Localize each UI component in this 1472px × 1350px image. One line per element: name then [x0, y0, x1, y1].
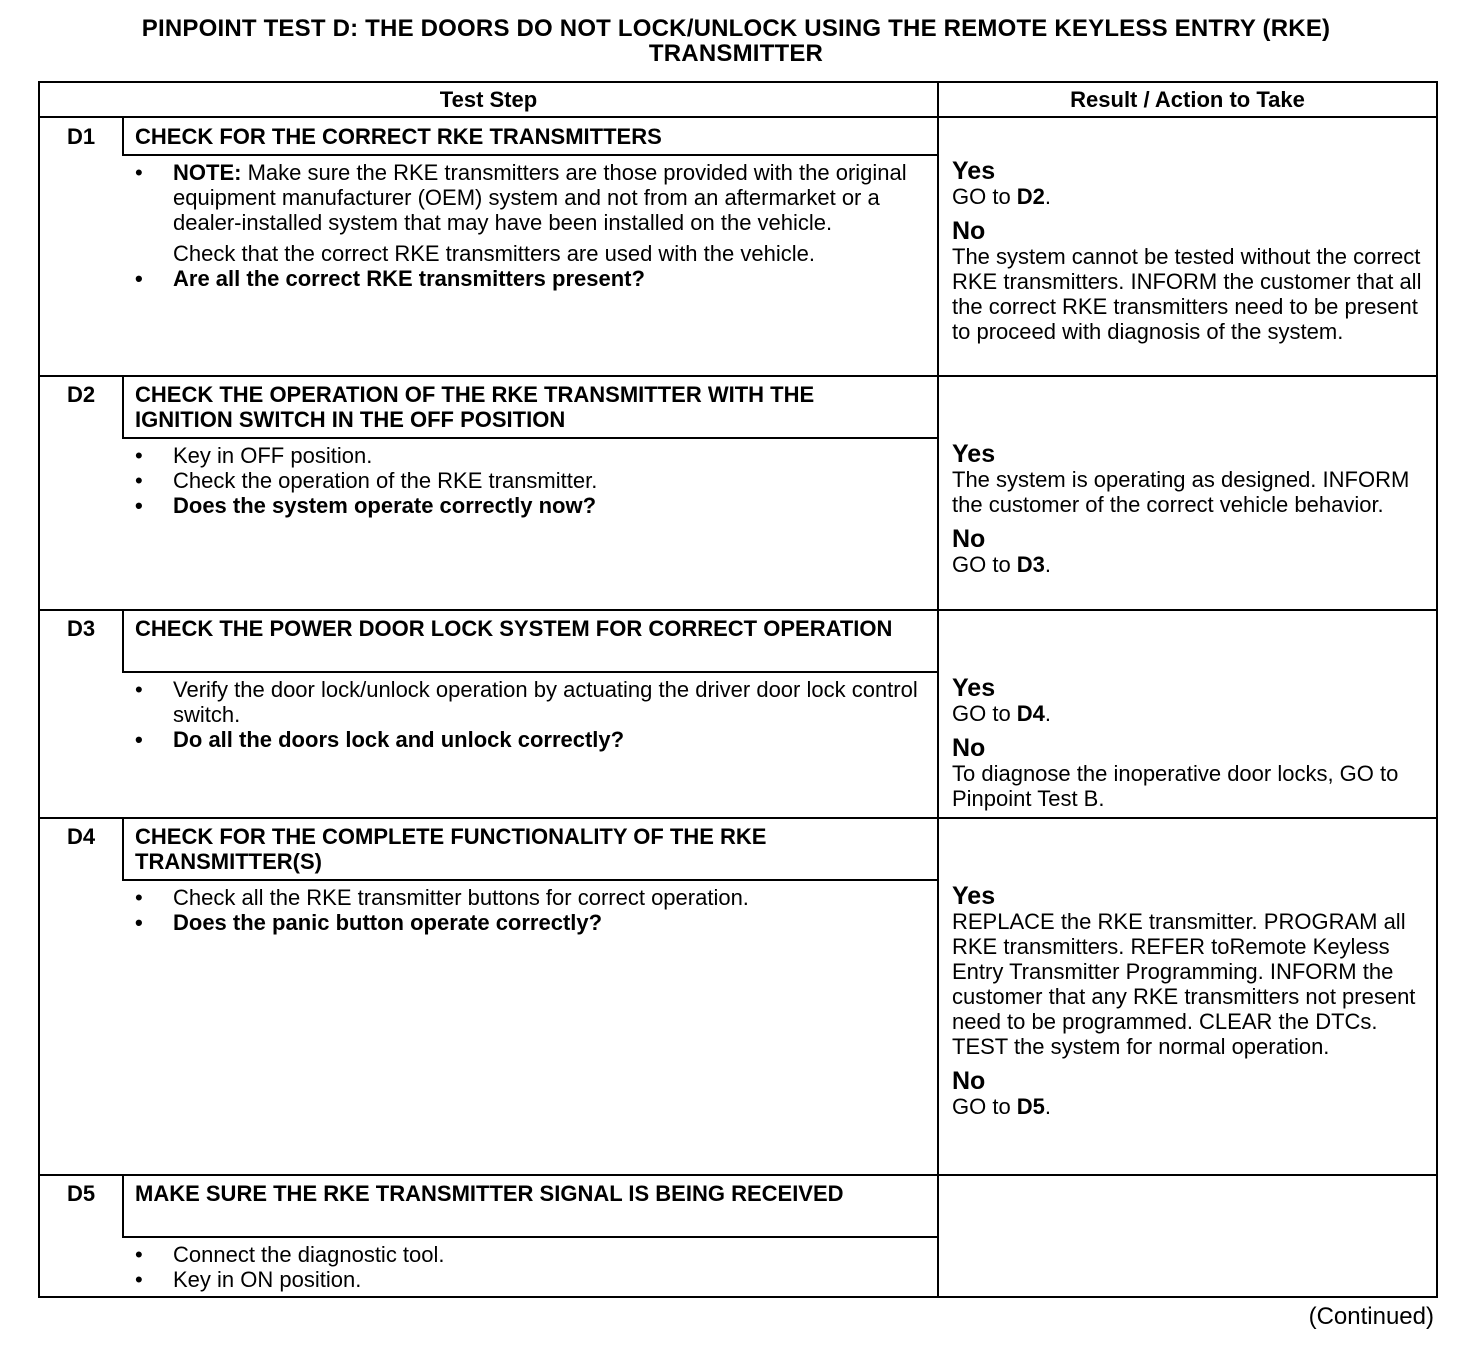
list-item: • Key in ON position. — [135, 1267, 362, 1292]
bullet-icon: • — [135, 1267, 143, 1292]
result-d1 — [952, 159, 1437, 344]
title-line-1: PINPOINT TEST D: THE DOORS DO NOT LOCK/UNLOCK USING THE REMOTE KEYLESS ENTRY (RKE) — [141, 15, 1331, 42]
step-title-d3: CHECK THE POWER DOOR LOCK SYSTEM FOR CORRECT OPERATION — [135, 616, 893, 641]
question-d1: Are all the correct RKE transmitters present? — [173, 266, 645, 291]
question-d2: Does the system operate correctly now? — [173, 493, 597, 518]
row-divider-d4 — [40, 817, 1436, 819]
list-item: • Connect the diagnostic tool. — [135, 1242, 445, 1267]
list-item: • Check the operation of the RKE transmitter. — [135, 468, 598, 493]
no-label: No — [952, 525, 986, 553]
yes-label: Yes — [952, 157, 996, 185]
no-label: No — [952, 1067, 986, 1095]
step-body-d5 — [135, 1242, 935, 1292]
column-divider-step-id — [122, 819, 124, 881]
step-body-d3 — [135, 677, 935, 752]
column-divider-step-id — [122, 611, 124, 673]
header-divider — [40, 116, 1436, 118]
step-title-d1: CHECK FOR THE CORRECT RKE TRANSMITTERS — [135, 124, 662, 149]
yes-label: Yes — [952, 882, 996, 910]
result-d2 — [952, 442, 1437, 577]
no-action: GO to D3. — [952, 552, 1052, 577]
yes-action: GO to D2. — [952, 184, 1052, 209]
bullet-icon: • — [135, 1242, 143, 1267]
no-action: The system cannot be tested without the correct RKE transmitters. INFORM the customer that all the correct RKE transmitters need to be present to proceed with diagnosis of the system. — [952, 244, 1422, 344]
no-action: To diagnose the inoperative door locks, GO to Pinpoint Test B. — [952, 761, 1399, 811]
d2-title-divider — [122, 437, 937, 439]
no-action: GO to D5. — [952, 1094, 1052, 1119]
d3-title-divider — [122, 671, 937, 673]
result-d3 — [952, 676, 1437, 811]
no-label: No — [952, 217, 986, 245]
step-title-d4: CHECK FOR THE COMPLETE FUNCTIONALITY OF THE RKE TRANSMITTER(S) — [135, 824, 767, 874]
column-divider-step-id — [122, 1176, 124, 1238]
step-title-d2: CHECK THE OPERATION OF THE RKE TRANSMITTER WITH THE IGNITION SWITCH IN THE OFF POSITION — [135, 382, 815, 432]
note-text: Make sure the RKE transmitters are those provided with the original equipment manufacturer (OEM) system and not from an aftermarket or a dealer-installed system that may have been installed on the vehicle. — [173, 160, 907, 235]
step-id-d2: D2 — [66, 382, 96, 407]
bullet-icon: • — [135, 443, 143, 468]
step-body-d2 — [135, 443, 935, 518]
title-line-2: TRANSMITTER — [648, 40, 824, 67]
bullet-icon: • — [135, 885, 143, 910]
pinpoint-test-table — [38, 81, 1438, 1298]
list-item — [135, 727, 935, 752]
bullet-icon: • — [135, 266, 143, 291]
check-text: Check that the correct RKE transmitters are used with the vehicle. — [173, 241, 815, 266]
result-d4 — [952, 884, 1437, 1119]
bullet-icon: • — [135, 493, 143, 518]
step-body-d4 — [135, 885, 935, 935]
yes-action: GO to D4. — [952, 701, 1052, 726]
row-divider-d3 — [40, 609, 1436, 611]
question-d4: Does the panic button operate correctly? — [173, 910, 603, 935]
step-id-d4: D4 — [66, 824, 96, 849]
list-item — [135, 160, 935, 235]
column-divider-result — [937, 83, 939, 1296]
d4-title-divider — [122, 879, 937, 881]
no-label: No — [952, 734, 986, 762]
header-result-action: Result / Action to Take — [1070, 87, 1305, 112]
list-item — [135, 493, 935, 518]
row-divider-d5 — [40, 1174, 1436, 1176]
yes-action: REPLACE the RKE transmitter. PROGRAM all RKE transmitters. REFER toRemote Keyless Entry Transmitter Programming. INFORM the customer that any RKE transmitters not present need to be programmed. CLEAR the DTCs. TEST the system for normal operation. — [952, 909, 1416, 1059]
continued-label: (Continued) — [1308, 1303, 1434, 1330]
page-title — [0, 16, 1472, 66]
yes-label: Yes — [952, 674, 996, 702]
note-label: NOTE: — [173, 160, 242, 185]
list-item: • Key in OFF position. — [135, 443, 373, 468]
row-divider-d2 — [40, 375, 1436, 377]
step-body-d1 — [135, 160, 935, 291]
column-divider-step-id — [122, 118, 124, 156]
yes-action: The system is operating as designed. INFORM the customer of the correct vehicle behavior. — [952, 467, 1410, 517]
list-item: • Verify the door lock/unlock operation by actuating the driver door lock control switch. — [135, 677, 918, 727]
step-id-d1: D1 — [66, 124, 96, 149]
list-item — [135, 266, 935, 291]
bullet-icon: • — [135, 910, 143, 935]
step-id-d3: D3 — [66, 616, 96, 641]
bullet-icon: • — [135, 727, 143, 752]
d5-title-divider — [122, 1236, 937, 1238]
header-test-step: Test Step — [439, 87, 538, 112]
bullet-icon: • — [135, 677, 143, 702]
column-divider-step-id — [122, 377, 124, 439]
step-title-d5: MAKE SURE THE RKE TRANSMITTER SIGNAL IS BEING RECEIVED — [135, 1181, 844, 1206]
bullet-icon: • — [135, 160, 143, 185]
list-item: • Check all the RKE transmitter buttons for correct operation. — [135, 885, 749, 910]
step-id-d5: D5 — [66, 1181, 96, 1206]
question-d3: Do all the doors lock and unlock correctly? — [173, 727, 625, 752]
yes-label: Yes — [952, 440, 996, 468]
bullet-icon: • — [135, 468, 143, 493]
d1-title-divider — [122, 154, 937, 156]
list-item — [135, 910, 935, 935]
